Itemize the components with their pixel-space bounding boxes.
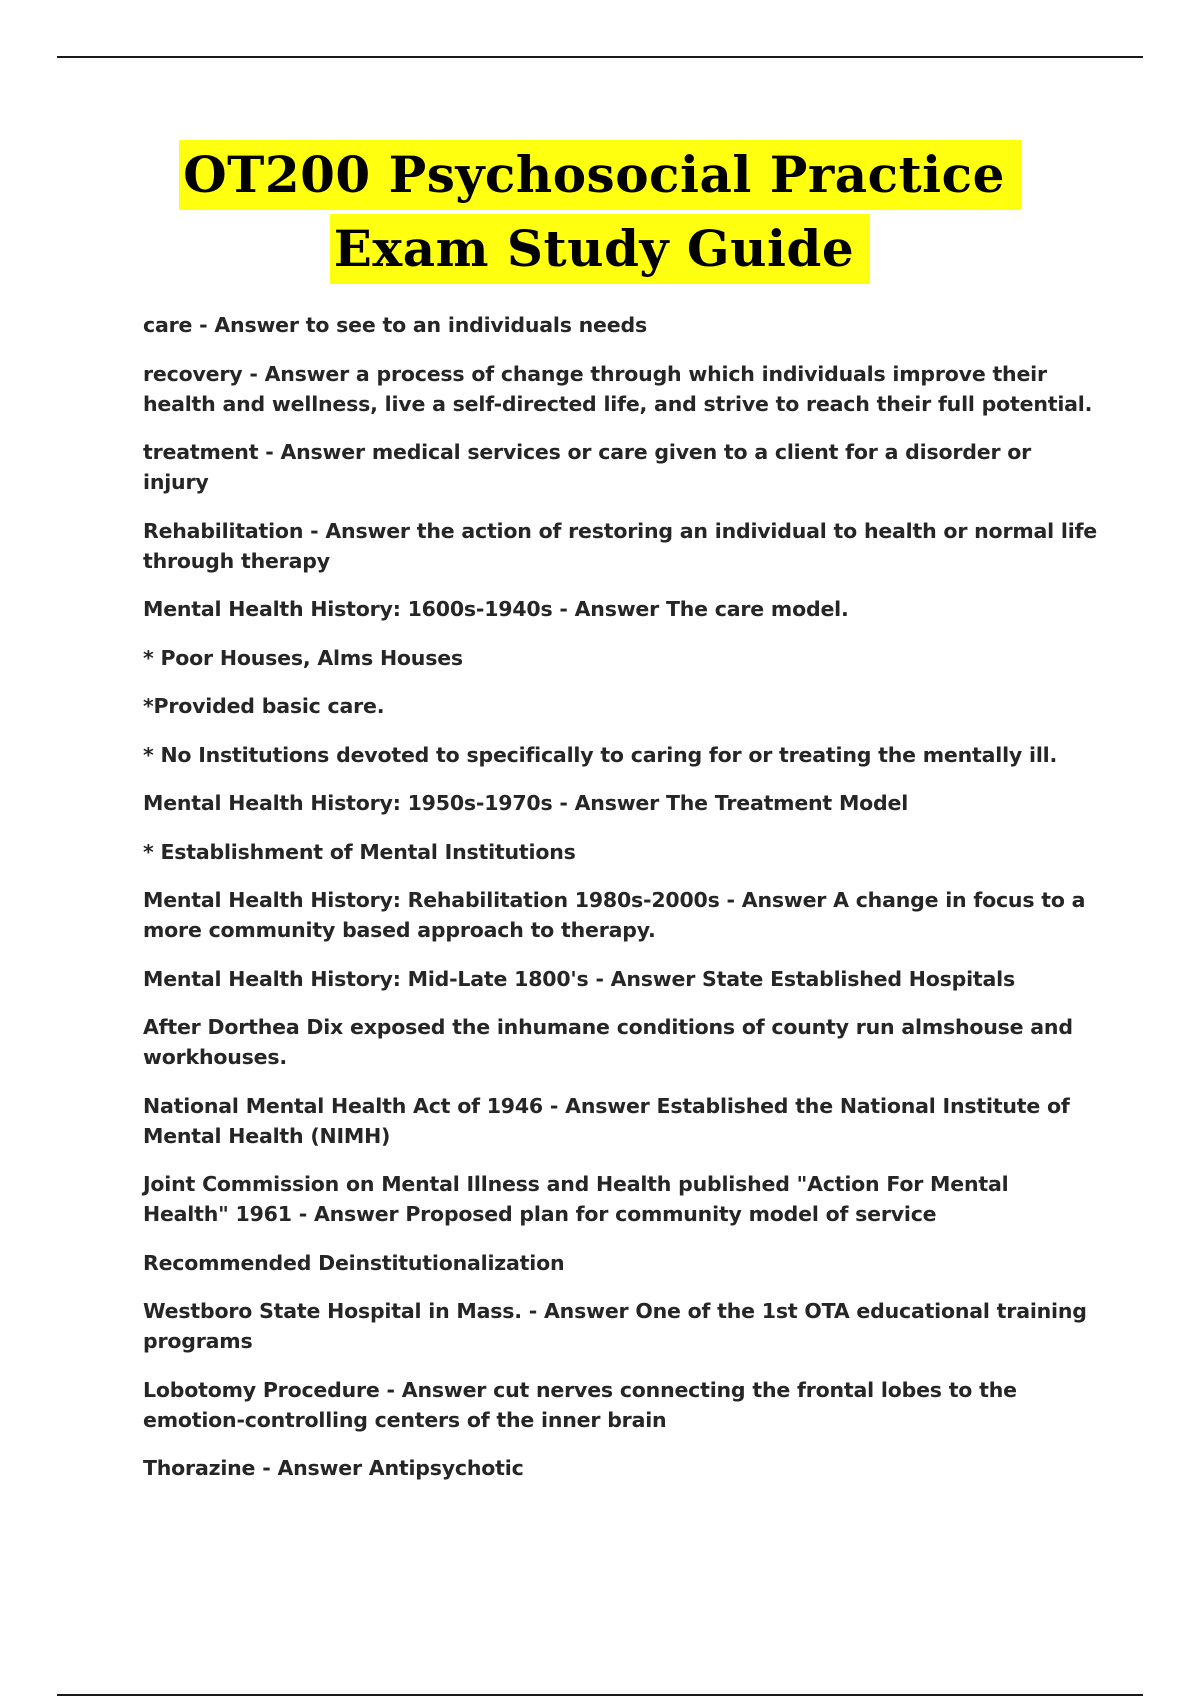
title-line-2: Exam Study Guide [330,214,870,284]
entry-westboro-hospital: Westboro State Hospital in Mass. - Answer One of the 1st OTA educational training programs [143,1299,1087,1353]
entry-rehabilitation: Rehabilitation - Answer the action of restoring an individual to health or normal life through therapy [143,518,1097,573]
entry-recovery: recovery - Answer a process of change through which individuals improve their health and wellness, live a self-directed life, and strive to reach their full potential. [143,361,1093,416]
entry-treatment: treatment - Answer medical services or care given to a client for a disorder or injury [143,440,1032,494]
entry-history-1600s: Mental Health History: 1600s-1940s - Answer The care model. [143,597,849,621]
entry-mental-institutions: * Establishment of Mental Institutions [143,839,576,864]
entry-mental-health-act-1946: National Mental Health Act of 1946 - Answer Established the National Institute of Mental Health (NIMH) [143,1093,1070,1148]
entry-basic-care: *Provided basic care. [143,694,385,718]
title-line-1: OT200 Psychosocial Practice [179,140,1021,210]
entry-care: care - Answer to see to an individuals needs [143,313,647,337]
entry-no-institutions: * No Institutions devoted to specifically to caring for or treating the mentally ill. [143,742,1058,767]
top-rule [57,56,1143,58]
entry-history-1950s: Mental Health History: 1950s-1970s - Answer The Treatment Model [143,791,909,815]
entry-deinstitutionalization: Recommended Deinstitutionalization [143,1250,565,1275]
bottom-rule [57,1694,1143,1696]
page-title [0,140,1200,284]
entry-joint-commission-1961: Joint Commission on Mental Illness and Health published "Action For Mental Health" 1961 - Answer Proposed plan for community model of service [143,1172,1009,1226]
entry-poor-houses: * Poor Houses, Alms Houses [143,645,463,670]
entry-dorthea-dix: After Dorthea Dix exposed the inhumane conditions of county run almshouse and workhouses. [143,1015,1073,1069]
entry-lobotomy: Lobotomy Procedure - Answer cut nerves connecting the frontal lobes to the emotion-controlling centers of the inner brain [143,1377,1017,1432]
study-guide-entries [143,310,1098,1502]
entry-thorazine: Thorazine - Answer Antipsychotic [143,1456,524,1480]
entry-history-1800s: Mental Health History: Mid-Late 1800's - Answer State Established Hospitals [143,966,1015,991]
entry-history-1980s: Mental Health History: Rehabilitation 1980s-2000s - Answer A change in focus to a more community based approach to therapy. [143,888,1086,942]
